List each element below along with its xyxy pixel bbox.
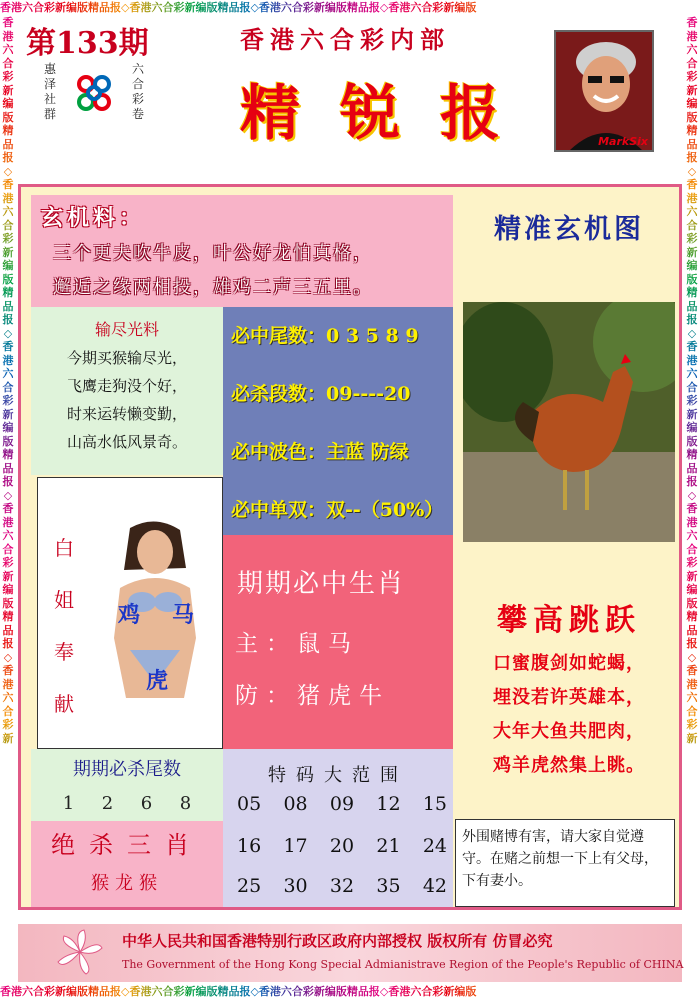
xuanji-panel [31, 195, 453, 307]
range-title: 特码大范围 [268, 765, 408, 786]
rooster-photo-icon [463, 302, 675, 542]
kill-three-items: 猴龙猴 [91, 873, 163, 894]
kill-tail-title: 期期必杀尾数 [73, 759, 181, 780]
subtitle: 香港六合彩内部 [240, 25, 450, 54]
kill-tail-panel [31, 749, 223, 821]
kill-tail-digit: 1 [62, 793, 75, 814]
range-row [237, 835, 447, 857]
range-number: 30 [283, 875, 308, 897]
kill-three-title: 绝杀三肖 [51, 831, 203, 859]
range-number: 24 [422, 835, 447, 857]
footer-cn: 中华人民共和国香港特别行政区政府内部授权 版权所有 仿冒必究 [122, 932, 553, 950]
must-tail: 必中尾数：0 3 5 8 9 [231, 325, 419, 347]
range-row [237, 875, 447, 897]
zodiac-panel [223, 535, 453, 749]
mark-six-logo-icon [70, 70, 118, 118]
poem-line: 口蜜腹剑如蛇蝎， [493, 653, 645, 674]
poem-title: 攀高跳跃 [497, 603, 641, 638]
header [18, 16, 682, 181]
range-number: 21 [376, 835, 401, 857]
frame-bottom-banner: 香港六合彩新编版精品报◇香港六合彩新编版精品报◇香港六合彩新编版精品报◇香港六合彩新编版 [0, 984, 700, 1000]
girl-side-char: 白 [54, 536, 74, 560]
lose-title: 输尽光料 [94, 320, 159, 339]
range-number: 42 [422, 875, 447, 897]
range-number: 05 [237, 793, 262, 815]
logo-right-text: 六合彩卷 [131, 62, 144, 121]
zodiac-main: 主：鼠马 [235, 631, 359, 657]
range-number: 32 [329, 875, 355, 897]
right-title: 精准玄机图 [494, 214, 644, 245]
portrait-photo [554, 30, 654, 152]
main-board [18, 184, 682, 910]
issue-number: 第133期 [26, 26, 149, 61]
must-single: 必中单双：双--（50%） [231, 499, 444, 521]
poem-line: 大年大鱼共肥肉， [493, 721, 645, 742]
kill-tail-digit: 8 [179, 793, 192, 814]
logo-block [40, 62, 150, 132]
xuanji-title: 玄机料： [41, 205, 146, 231]
girl-zodiac-2: 马 [172, 602, 195, 628]
frame-left-banner: 香港六合彩新编版精品报◇香港六合彩新编版精品报◇香港六合彩新编版精品报◇香港六合彩新编版精品报◇香港六合彩新 [0, 16, 16, 984]
footer [18, 924, 682, 982]
girl-side-char: 献 [54, 692, 74, 716]
kill-three-panel [31, 821, 223, 907]
range-number: 08 [283, 793, 308, 815]
kill-tail-digits [31, 793, 223, 814]
lose-line: 今期买猴输尽光， [66, 349, 187, 367]
lose-panel [31, 307, 223, 475]
xuanji-line-2: 邂逅之缘两相投，雄鸡二声三五里。 [53, 277, 373, 298]
poem-line: 埋没若许英雄本， [493, 687, 645, 708]
kill-tail-digit: 2 [101, 793, 114, 814]
marksix-label: MarkSix [598, 135, 648, 148]
bauhinia-icon [54, 926, 106, 978]
range-number: 09 [329, 793, 355, 815]
kill-tail-digit: 6 [140, 793, 153, 814]
must-panel [223, 307, 453, 535]
must-wave: 必中波色：主蓝 防绿 [231, 441, 409, 463]
range-number: 16 [237, 835, 262, 857]
frame-right-banner: 香港六合彩新编版精品报◇香港六合彩新编版精品报◇香港六合彩新编版精品报◇香港六合彩新编版精品报◇香港六合彩新 [684, 16, 700, 984]
range-number: 15 [422, 793, 447, 815]
lose-line: 时来运转懒变勤， [66, 405, 187, 423]
portrait-icon [556, 32, 654, 152]
zodiac-guard: 防：猪虎牛 [235, 683, 390, 709]
must-segment: 必杀段数：09----20 [231, 383, 411, 405]
range-panel [223, 749, 453, 907]
range-number: 20 [329, 835, 355, 857]
notice-box: 外围赌博有害，请大家自觉遵守。在赌之前想一下上有父母，下有妻小。 [455, 819, 675, 907]
range-row [237, 793, 447, 815]
girl-side-text [52, 522, 76, 730]
footer-en: The Government of the Hong Kong Special Admianistrave Region of the People's Republic of CHINA [122, 958, 684, 971]
girl-side-char: 姐 [54, 588, 74, 612]
range-number: 17 [283, 835, 308, 857]
poem-line: 鸡羊虎然集上眺。 [493, 755, 645, 776]
xuanji-line-1: 三个更夫吹牛皮，叶公好龙怕真格， [53, 243, 373, 264]
range-number: 35 [376, 875, 401, 897]
lose-line: 飞鹰走狗没个好， [66, 377, 187, 395]
girl-panel [37, 477, 223, 749]
logo-left-text: 惠泽社群 [43, 62, 56, 121]
girl-zodiac-3: 虎 [146, 668, 169, 694]
girl-zodiac-1: 鸡 [118, 602, 141, 628]
page-title: 精锐报 [240, 79, 540, 149]
frame-top-banner: 香港六合彩新编版精品报◇香港六合彩新编版精品报◇香港六合彩新编版精品报◇香港六合彩新编版 [0, 0, 700, 16]
range-number: 12 [376, 793, 401, 815]
girl-side-char: 奉 [54, 640, 74, 664]
lose-line: 山高水低风景奇。 [66, 433, 187, 451]
range-number: 25 [237, 875, 262, 897]
zodiac-title: 期期必中生肖 [237, 569, 406, 599]
